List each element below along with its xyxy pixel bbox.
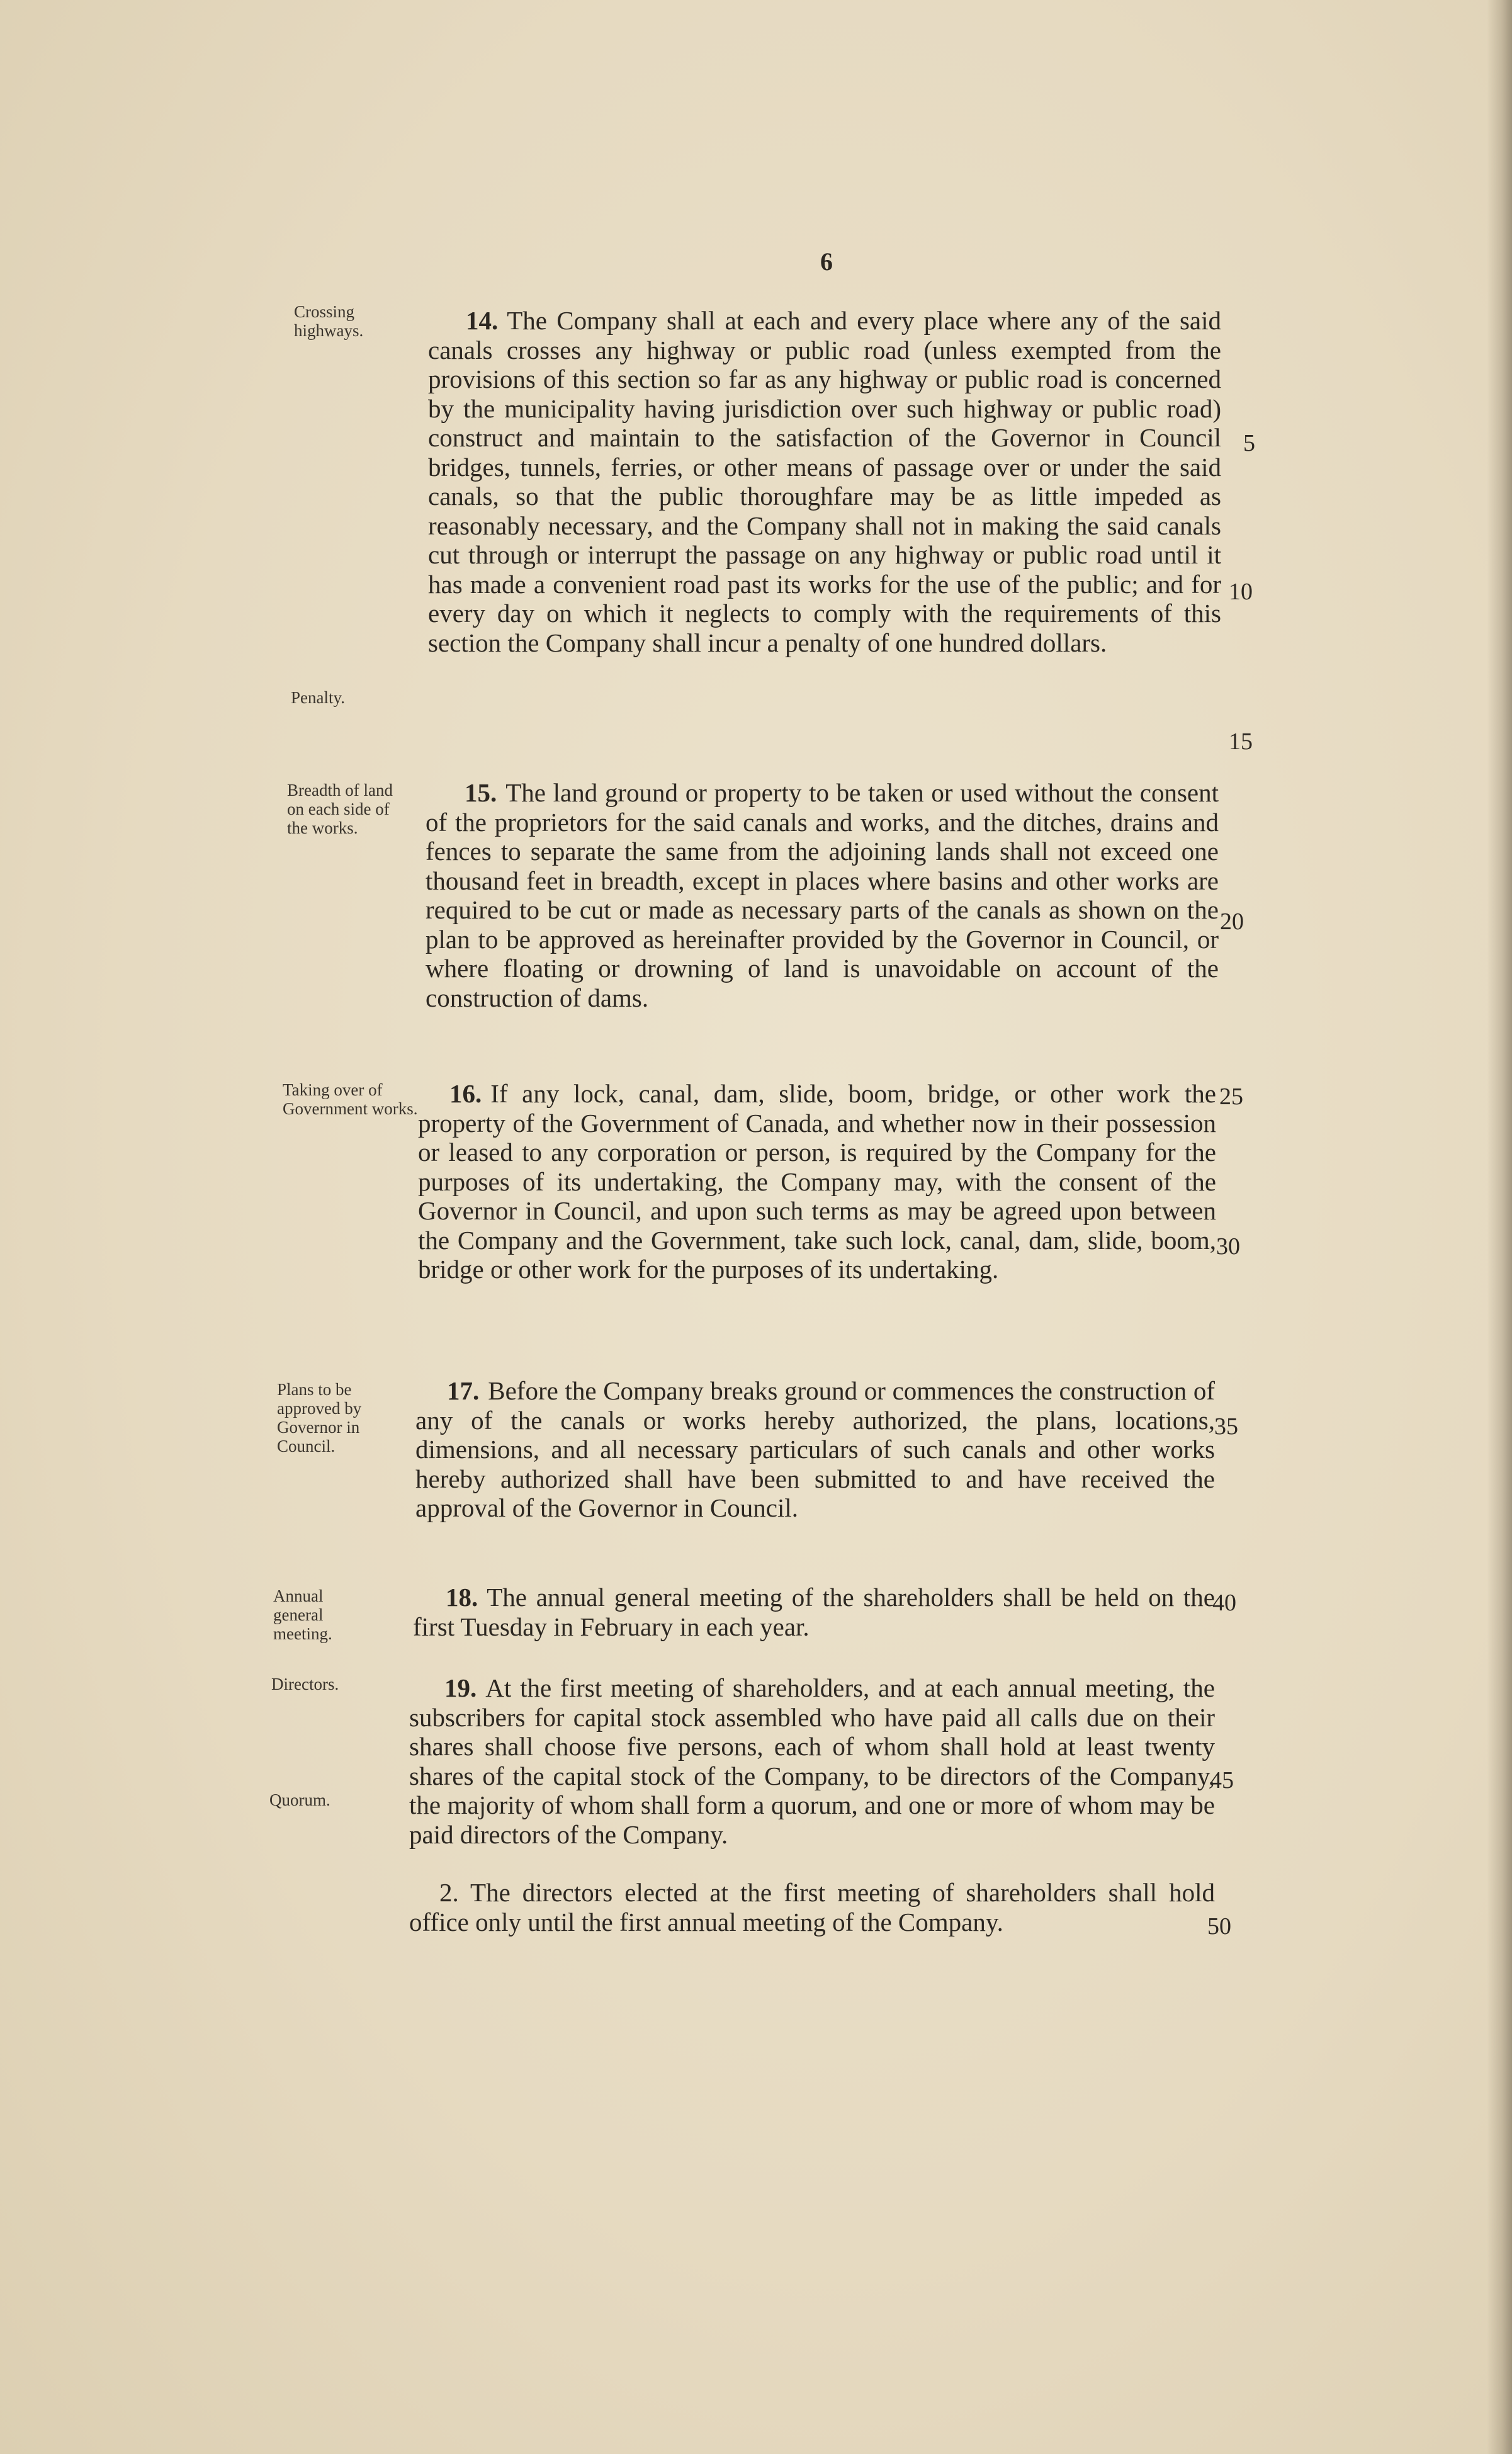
- section-number: 18.: [446, 1583, 478, 1612]
- margin-note-crossing-highways: Crossing highways.: [294, 302, 364, 340]
- section-paragraph: Before the Company breaks ground or commences the construction of any of the canals or works hereby authorized, the plans, locations, dimensions, and all necessary particulars of such canals and other works hereby authorized shall have been submitted to and have received the approval of the Governor in Council.: [415, 1376, 1215, 1522]
- line-number: 15: [1229, 728, 1253, 755]
- section-paragraph: The Company shall at each and every place where any of the said canals crosses any highway or public road (unless exempted from the provisions of this section so far as any highway or public road is concerned by the municipality having jurisdiction over such highway or public road) construct and maintain to the satisfaction of the Governor in Council bridges, tunnels, ferries, or other means of passage over or under the said canals, so that the public thoroughfare may be as little impeded as reasonably necessary, and the Company shall not in making the said canals cut through or interrupt the passage on any highway or public road until it has made a convenient road past its works for the use of the public; and for every day on which it neglects to comply with the requirements of this section the Company shall incur a penalty of one hundred dollars.: [428, 306, 1221, 657]
- line-number: 20: [1220, 908, 1244, 935]
- section-19-subsection-2: 2. The directors elected at the first meeting of shareholders shall hold office only until the first annual meeting of the Company.: [409, 1878, 1215, 1937]
- section-number: 15.: [465, 778, 497, 807]
- line-number: 45: [1210, 1767, 1234, 1794]
- page-number: 6: [820, 247, 833, 276]
- margin-note-breadth-of-land: Breadth of land on each side of the works.: [287, 781, 393, 837]
- section-15-text: [426, 778, 1219, 1012]
- line-number: 30: [1216, 1233, 1240, 1260]
- line-number: 50: [1207, 1913, 1231, 1940]
- line-number: 10: [1229, 579, 1253, 605]
- page-edge-shadow: [1487, 0, 1512, 2454]
- section-19-text: [409, 1673, 1215, 1849]
- section-paragraph: At the first meeting of shareholders, and at each annual meeting, the subscribers for capital stock assembled who have paid all calls due on their shares shall choose five persons, each of whom shall hold at least twenty shares of the capital stock of the Company, to be directors of the Company, the majority of whom shall form a quorum, and one or more of whom may be paid directors of the Company.: [409, 1673, 1215, 1849]
- section-16-text: [418, 1079, 1216, 1284]
- margin-note-penalty: Penalty.: [291, 688, 345, 707]
- margin-note-quorum: Quorum.: [269, 1790, 330, 1809]
- section-number: 17.: [447, 1376, 480, 1405]
- section-18-text: [413, 1583, 1215, 1641]
- margin-note-plans-approved: Plans to be approved by Governor in Council.: [277, 1380, 362, 1456]
- section-17-text: [415, 1376, 1215, 1523]
- margin-note-taking-over: Taking over of Government works.: [283, 1080, 418, 1118]
- line-number: 35: [1214, 1413, 1238, 1440]
- section-paragraph: The land ground or property to be taken or used without the consent of the proprietors for the said canals and works, and the ditches, drains and fences to separate the same from the adjoining lands shall not exceed one thousand feet in breadth, except in places where basins and other works are required to be cut or made as necessary parts of the canals as shown on the plan to be approved as hereinafter provided by the Governor in Council, or where floating or drowning of land is unavoidable on account of the construction of dams.: [426, 778, 1219, 1012]
- section-paragraph: If any lock, canal, dam, slide, boom, bridge, or other work the property of the Government of Canada, and whether now in their possession or leased to any corporation or person, is required by the Company for the purposes of its undertaking, the Company may, with the consent of the Governor in Council, and upon such terms as may be agreed upon between the Company and the Government, take such lock, canal, dam, slide, boom, bridge or other work for the purposes of its undertaking.: [418, 1079, 1216, 1284]
- line-number: 25: [1219, 1083, 1243, 1110]
- margin-note-directors: Directors.: [271, 1675, 339, 1693]
- section-number: 16.: [449, 1079, 482, 1108]
- line-number: 5: [1243, 430, 1255, 456]
- line-number: 40: [1212, 1590, 1236, 1616]
- section-paragraph: The annual general meeting of the shareholders shall be held on the first Tuesday in February in each year.: [413, 1583, 1215, 1641]
- section-14-text: [428, 306, 1221, 657]
- margin-note-annual-meeting: Annual general meeting.: [273, 1586, 332, 1643]
- section-number: 19.: [444, 1673, 477, 1702]
- section-number: 14.: [466, 306, 499, 335]
